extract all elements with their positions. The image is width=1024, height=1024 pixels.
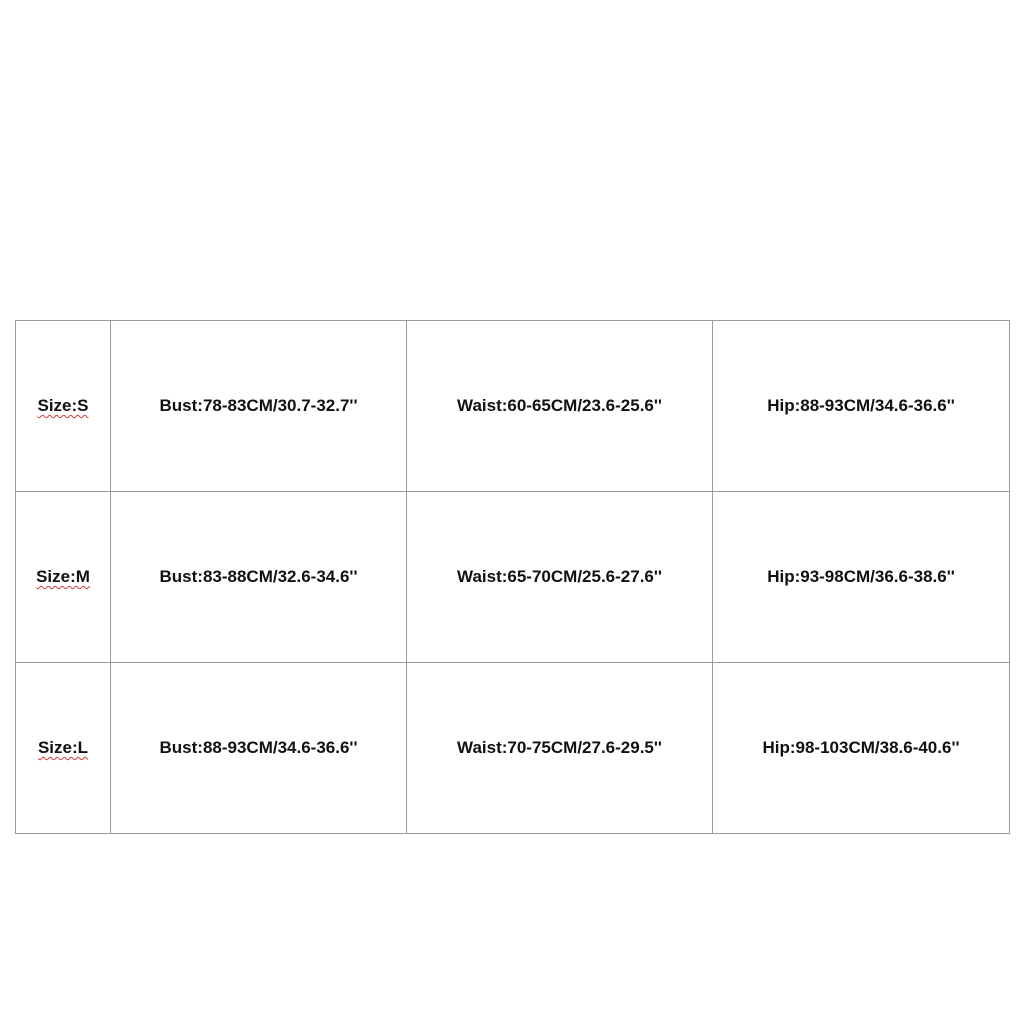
size-chart-table: [15, 320, 1010, 834]
size-label: Size:L: [37, 738, 89, 757]
table-row: [16, 321, 1010, 492]
size-cell: [16, 321, 111, 492]
size-cell: [16, 492, 111, 663]
hip-cell: Hip:98-103CM/38.6-40.6'': [713, 663, 1010, 834]
bust-cell: Bust:78-83CM/30.7-32.7'': [111, 321, 407, 492]
table-row: [16, 492, 1010, 663]
hip-cell: Hip:93-98CM/36.6-38.6'': [713, 492, 1010, 663]
bust-cell: Bust:83-88CM/32.6-34.6'': [111, 492, 407, 663]
size-label: Size:S: [37, 396, 89, 415]
waist-cell: Waist:65-70CM/25.6-27.6'': [407, 492, 713, 663]
size-chart-body: [16, 321, 1010, 834]
bust-cell: Bust:88-93CM/34.6-36.6'': [111, 663, 407, 834]
waist-cell: Waist:60-65CM/23.6-25.6'': [407, 321, 713, 492]
waist-cell: Waist:70-75CM/27.6-29.5'': [407, 663, 713, 834]
size-cell: [16, 663, 111, 834]
table-row: [16, 663, 1010, 834]
size-label: Size:M: [36, 567, 90, 586]
hip-cell: Hip:88-93CM/34.6-36.6'': [713, 321, 1010, 492]
